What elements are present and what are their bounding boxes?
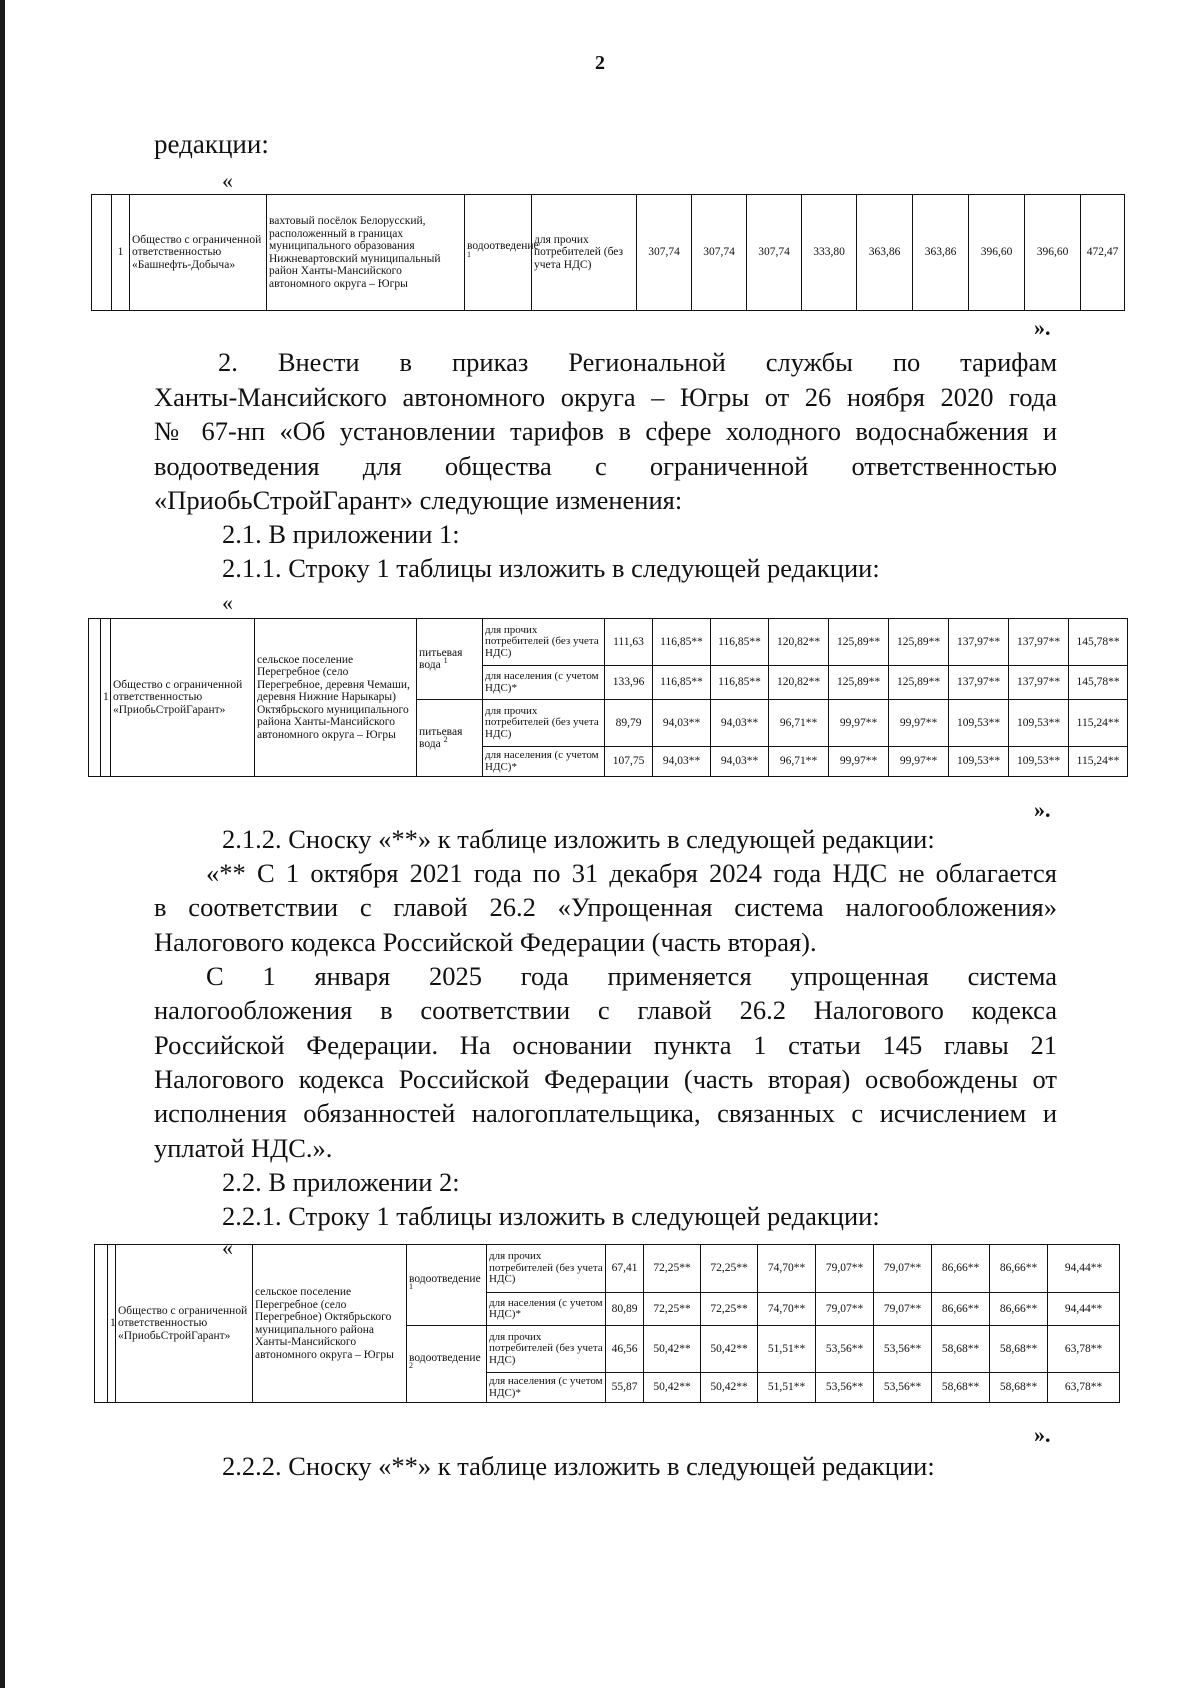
category-cell: для прочих потребителей (без учета НДС) (487, 1245, 606, 1293)
page-number: 2 (595, 52, 605, 74)
value-cell: 86,66** (932, 1293, 990, 1326)
footnote2-line-5: исполнения обязанностей налогоплательщика, связанных с исчислением и (154, 1098, 1057, 1128)
value-cell: 307,74 (637, 195, 692, 311)
scan-edge (0, 0, 5, 1688)
value-cell: 137,97** (949, 666, 1009, 700)
value-cell: 111,63 (605, 619, 653, 666)
value-cell: 72,25** (701, 1293, 758, 1326)
value-cell: 99,97** (829, 700, 889, 747)
category-cell: для населения (с учетом НДС)* (487, 1373, 606, 1403)
value-cell: 363,86 (913, 195, 969, 311)
value-cell: 53,56** (874, 1326, 932, 1373)
value-cell: 94,03** (653, 747, 711, 777)
quote-close-1: ». (1034, 315, 1051, 340)
service-cell (407, 1245, 487, 1326)
intro-fragment: редакции: (154, 129, 269, 159)
org-cell: Общество с ограниченной ответственностью «ПриобьСтройГарант» (116, 1245, 253, 1403)
service-sup: 1 (467, 249, 471, 259)
section-2-1-1: 2.1.1. Строку 1 таблицы изложить в следующей редакции: (222, 553, 880, 583)
value-cell: 58,68** (990, 1326, 1048, 1373)
value-cell: 51,51** (758, 1326, 816, 1373)
value-cell: 53,56** (874, 1373, 932, 1403)
value-cell: 86,66** (990, 1293, 1048, 1326)
section-2-1-title: 2.1. В приложении 1: (222, 519, 460, 549)
value-cell: 396,60 (1025, 195, 1081, 311)
value-cell: 79,07** (874, 1293, 932, 1326)
category-cell: для прочих потребителей (без учета НДС) (483, 619, 605, 666)
value-cell: 72,25** (644, 1293, 701, 1326)
quote-open-2: « (222, 590, 233, 615)
value-cell: 58,68** (932, 1326, 990, 1373)
value-cell: 50,42** (701, 1373, 758, 1403)
value-cell: 99,97** (889, 700, 949, 747)
org-cell: Общество с ограниченной ответственностью «Башнефть-Добыча» (130, 195, 267, 311)
category-cell: для населения (с учетом НДС)* (483, 747, 605, 777)
value-cell: 79,07** (874, 1245, 932, 1293)
footnote-line-1: «** С 1 октября 2021 года по 31 декабря 2024 года НДС не облагается (206, 858, 1057, 888)
quote-open-3: « (222, 1235, 233, 1260)
blank-cell (92, 195, 112, 311)
value-cell: 307,74 (692, 195, 747, 311)
service-label: водоотведение (467, 240, 539, 252)
category-cell: для прочих потребителей (без учета НДС) (483, 700, 605, 747)
table-row (89, 619, 1128, 666)
value-cell: 94,03** (711, 747, 769, 777)
value-cell: 53,56** (816, 1373, 874, 1403)
value-cell: 80,89 (606, 1293, 644, 1326)
value-cell: 94,03** (711, 700, 769, 747)
value-cell: 137,97** (1009, 666, 1069, 700)
value-cell: 67,41 (606, 1245, 644, 1293)
service-cell (417, 700, 483, 777)
quote-open-1: « (222, 168, 233, 193)
service-sup: 1 (443, 656, 448, 666)
value-cell: 79,07** (816, 1245, 874, 1293)
footnote2-line-4: Налогового кодекса Российской Федерации (часть вторая) освобождены от (154, 1064, 1057, 1094)
footnote-line-3: Налогового кодекса Российской Федерации (часть вторая). (154, 927, 817, 957)
value-cell: 63,78** (1048, 1326, 1120, 1373)
value-cell: 120,82** (769, 666, 829, 700)
value-cell: 63,78** (1048, 1373, 1120, 1403)
value-cell: 74,70** (758, 1293, 816, 1326)
value-cell: 109,53** (1009, 747, 1069, 777)
table-3 (94, 1244, 1120, 1403)
value-cell: 72,25** (701, 1245, 758, 1293)
blank-cell (89, 619, 101, 777)
row-number: 1 (101, 619, 111, 777)
section-2-2-title: 2.2. В приложении 2: (222, 1167, 460, 1197)
row-number: 1 (108, 1245, 116, 1403)
value-cell: 109,53** (949, 700, 1009, 747)
value-cell: 109,53** (1009, 700, 1069, 747)
value-cell: 53,56** (816, 1326, 874, 1373)
value-cell: 333,80 (802, 195, 857, 311)
table-2 (88, 618, 1128, 777)
para2-line-2: Ханты-Мансийского автономного округа – Югры от 26 ноября 2020 года (154, 382, 1057, 412)
value-cell: 58,68** (990, 1373, 1048, 1403)
value-cell: 145,78** (1069, 666, 1128, 700)
section-2-2-2: 2.2.2. Сноску «**» к таблице изложить в следующей редакции: (222, 1451, 935, 1481)
value-cell: 107,75 (605, 747, 653, 777)
value-cell: 363,86 (857, 195, 913, 311)
section-2-2-1: 2.2.1. Строку 1 таблицы изложить в следующей редакции: (222, 1201, 880, 1231)
value-cell: 99,97** (889, 747, 949, 777)
category-cell: для прочих потребителей (без учета НДС) (487, 1326, 606, 1373)
row-number: 1 (112, 195, 130, 311)
value-cell: 307,74 (747, 195, 802, 311)
footnote-line-2: в соответствии с главой 26.2 «Упрощенная система налогообложения» (154, 892, 1057, 922)
value-cell: 116,85** (711, 619, 769, 666)
value-cell: 133,96 (605, 666, 653, 700)
value-cell: 116,85** (711, 666, 769, 700)
value-cell: 94,03** (653, 700, 711, 747)
value-cell: 74,70** (758, 1245, 816, 1293)
value-cell: 120,82** (769, 619, 829, 666)
value-cell: 137,97** (949, 619, 1009, 666)
value-cell: 94,44** (1048, 1245, 1120, 1293)
value-cell: 46,56 (606, 1326, 644, 1373)
value-cell: 396,60 (969, 195, 1025, 311)
value-cell: 137,97** (1009, 619, 1069, 666)
value-cell: 50,42** (644, 1326, 701, 1373)
value-cell: 89,79 (605, 700, 653, 747)
value-cell: 94,44** (1048, 1293, 1120, 1326)
value-cell: 86,66** (990, 1245, 1048, 1293)
value-cell: 55,87 (606, 1373, 644, 1403)
table-row (92, 195, 1125, 311)
para2-line-1: 2. Внести в приказ Региональной службы по тарифам (218, 347, 1057, 377)
para2-last-line: «ПриобьСтройГарант» следующие изменения: (154, 485, 683, 515)
table-row (95, 1245, 1120, 1293)
quote-close-3: ». (1034, 1422, 1051, 1447)
value-cell: 58,68** (932, 1373, 990, 1403)
value-cell: 125,89** (829, 619, 889, 666)
value-cell: 125,89** (889, 666, 949, 700)
location-cell: сельское поселение Перегребное (село Перегребное, деревня Чемаши, деревня Нижние Нарыкары) Октябрьского муниципального района Ханты-Мансийского автономного округа – Югры (255, 619, 417, 777)
value-cell: 125,89** (829, 666, 889, 700)
service-sup: 2 (443, 735, 448, 745)
category-cell: для прочих потребителей (без учета НДС) (532, 195, 637, 311)
location-cell: сельское поселение Перегребное (село Перегребное) Октябрьского муниципального района Ханты-Мансийского автономного округа – Югры (253, 1245, 407, 1403)
footnote2-line-6: уплатой НДС.». (154, 1133, 333, 1163)
service-sup: 1 (409, 1282, 413, 1292)
category-cell: для населения (с учетом НДС)* (487, 1293, 606, 1326)
value-cell: 96,71** (769, 747, 829, 777)
value-cell: 79,07** (816, 1293, 874, 1326)
service-label: питьевая вода (419, 725, 463, 750)
location-cell: вахтовый посёлок Белорусский, расположенный в границах муниципального образования Нижневартовский муниципальный район Ханты-Мансийского автономного округа – Югры (267, 195, 465, 311)
service-cell (465, 195, 539, 311)
value-cell: 116,85** (653, 619, 711, 666)
value-cell: 115,24** (1069, 747, 1128, 777)
value-cell: 116,85** (653, 666, 711, 700)
value-cell: 72,25** (644, 1245, 701, 1293)
value-cell: 51,51** (758, 1373, 816, 1403)
value-cell: 472,47 (1081, 195, 1125, 311)
value-cell: 86,66** (932, 1245, 990, 1293)
value-cell: 50,42** (644, 1373, 701, 1403)
service-label: водоотведение (409, 1351, 481, 1364)
service-label: питьевая вода (419, 646, 463, 671)
value-cell: 96,71** (769, 700, 829, 747)
footnote2-line-1: С 1 января 2025 года применяется упрощенная система (206, 961, 1057, 991)
table-1 (91, 194, 1125, 311)
category-cell: для населения (с учетом НДС)* (483, 666, 605, 700)
value-cell: 99,97** (829, 747, 889, 777)
value-cell: 50,42** (701, 1326, 758, 1373)
quote-close-2: ». (1034, 797, 1051, 822)
service-label: водоотведение (409, 1272, 481, 1285)
footnote2-line-3: Российской Федерации. На основании пункта 1 статьи 145 главы 21 (154, 1030, 1057, 1060)
blank-cell (95, 1245, 108, 1403)
value-cell: 125,89** (889, 619, 949, 666)
value-cell: 145,78** (1069, 619, 1128, 666)
value-cell: 115,24** (1069, 700, 1128, 747)
para2-line-3: № 67-нп «Об установлении тарифов в сфере холодного водоснабжения и (154, 416, 1057, 446)
section-2-1-2: 2.1.2. Сноску «**» к таблице изложить в следующей редакции: (222, 824, 935, 854)
para2-line-4: водоотведения для общества с ограниченной ответственностью (154, 451, 1057, 481)
org-cell: Общество с ограниченной ответственностью «ПриобьСтройГарант» (111, 619, 255, 777)
value-cell: 109,53** (949, 747, 1009, 777)
footnote2-line-2: налогообложения в соответствии с главой 26.2 Налогового кодекса (154, 995, 1057, 1025)
service-cell (407, 1326, 487, 1403)
service-cell (417, 619, 483, 700)
service-sup: 2 (409, 1361, 413, 1371)
